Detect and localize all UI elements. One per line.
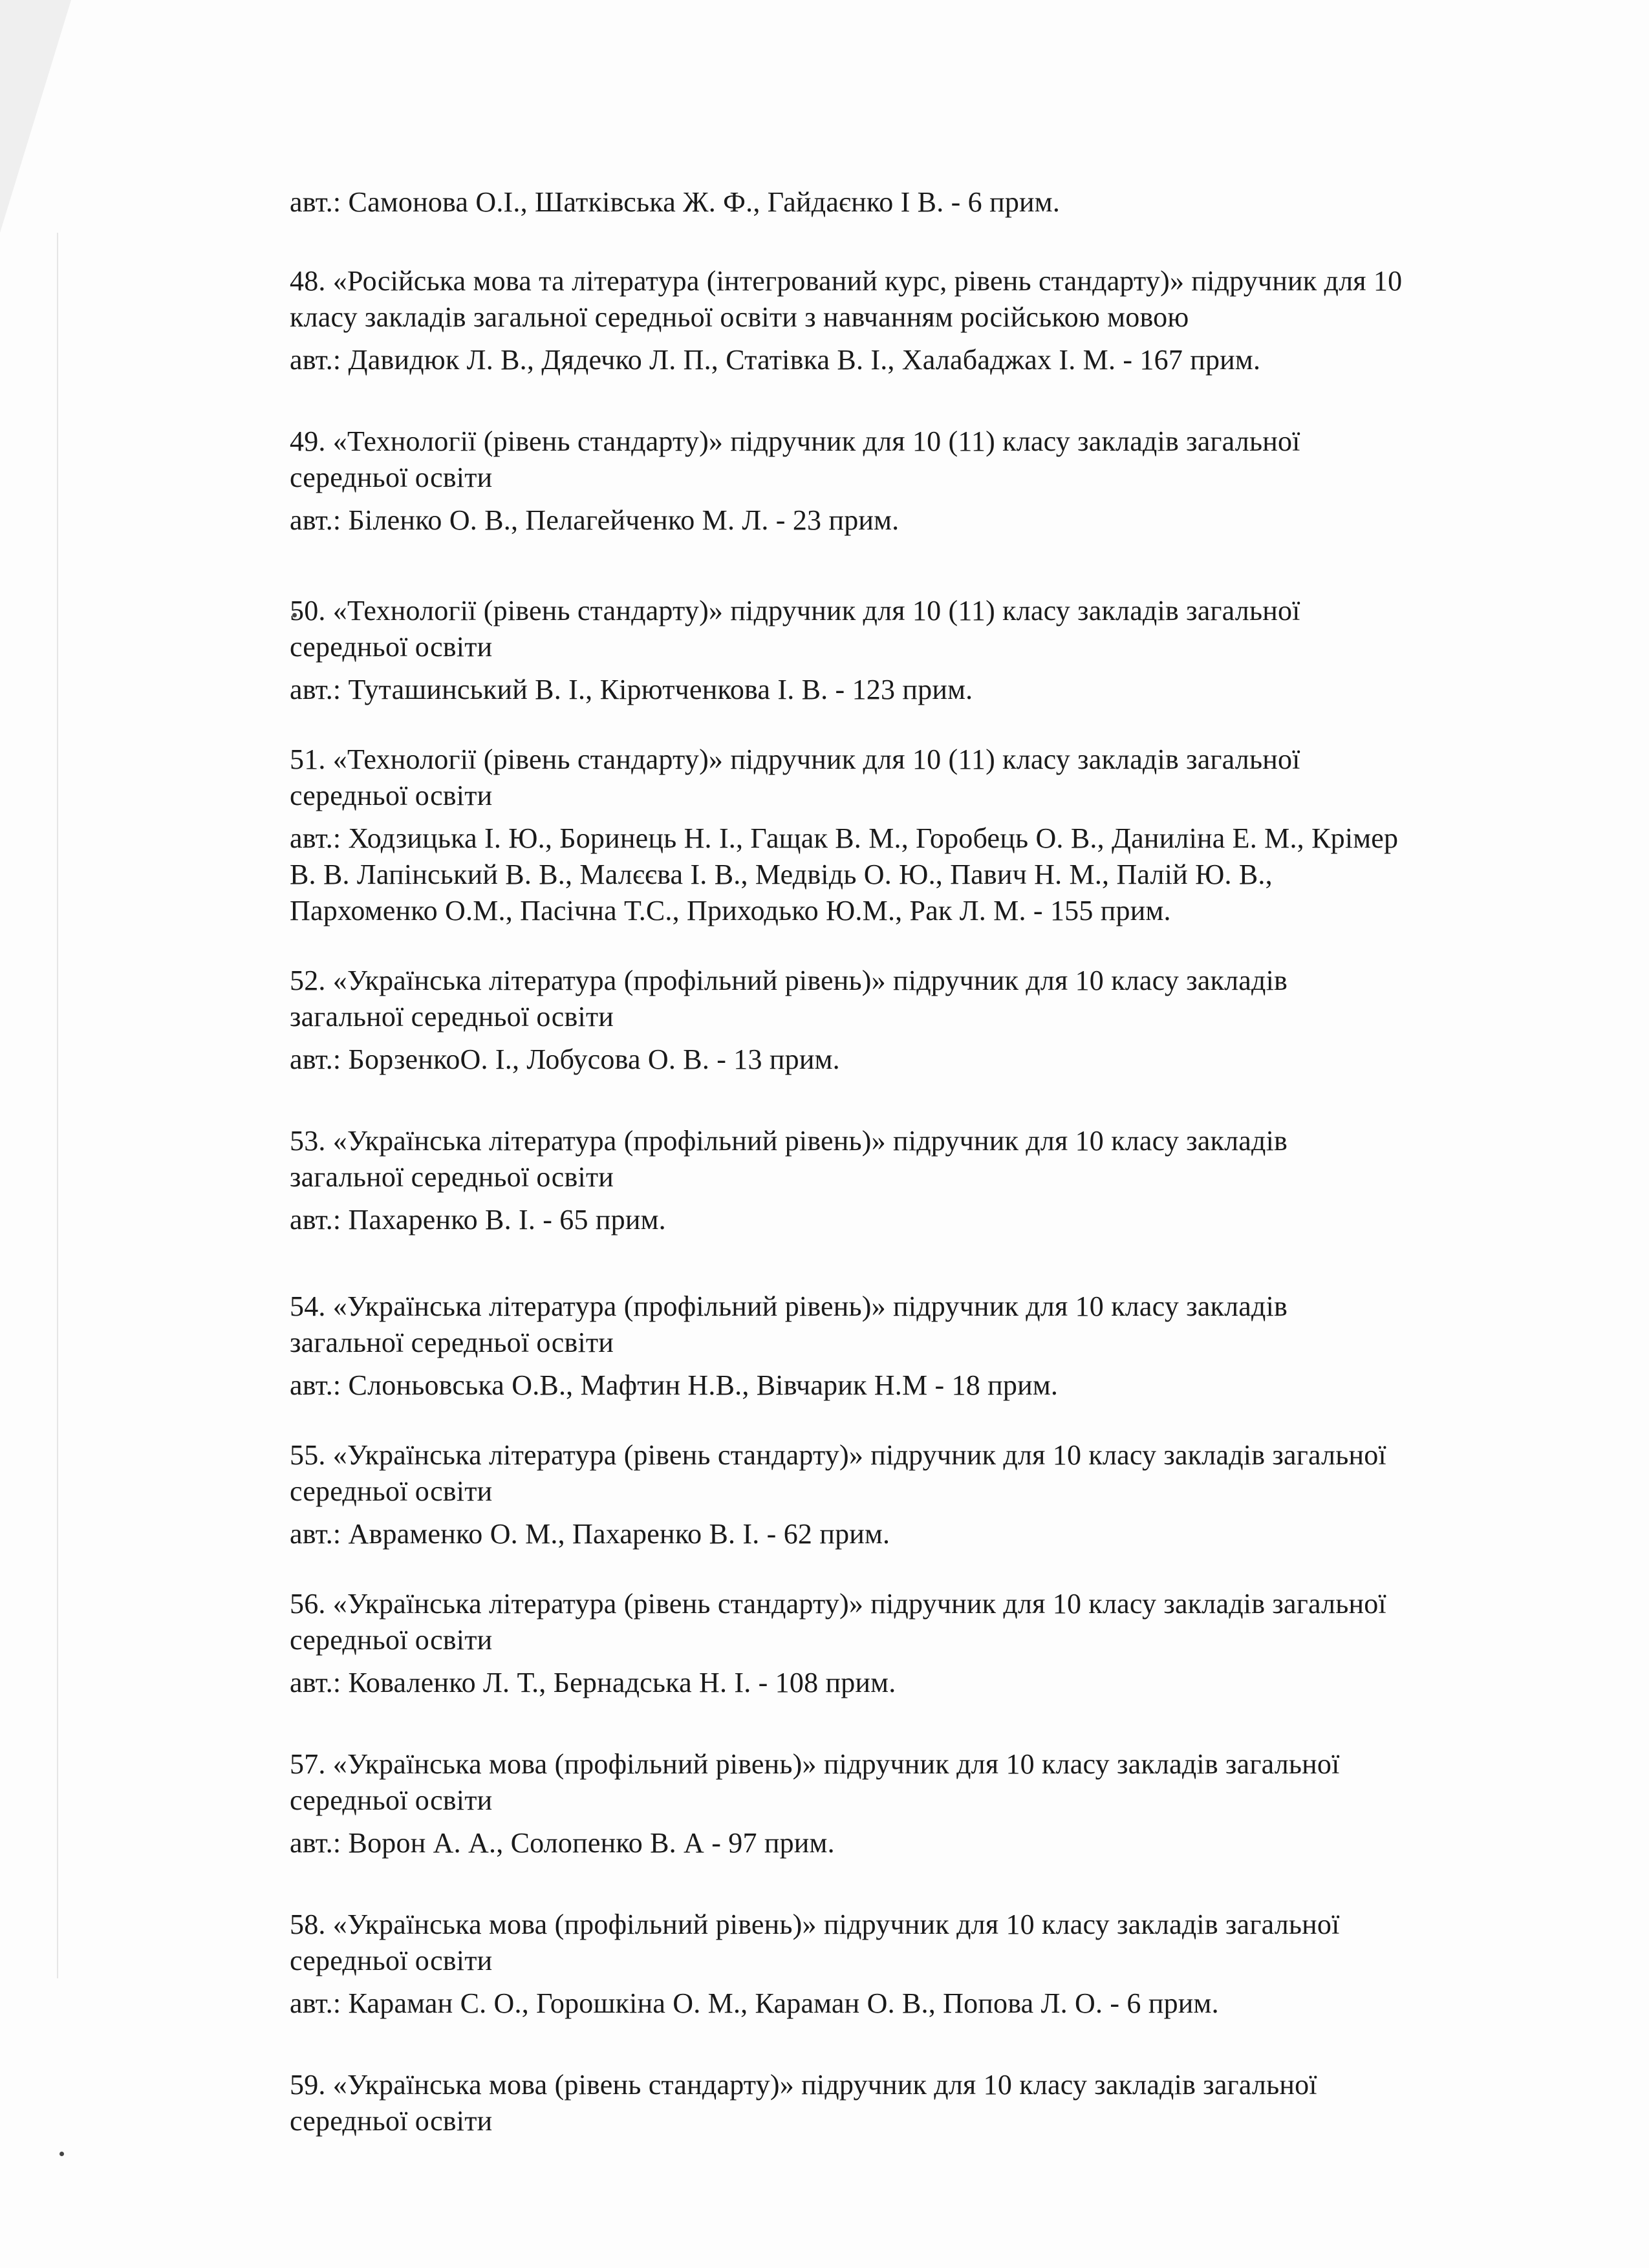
scan-speck — [59, 2152, 64, 2156]
entry-title-line: класу закладів загальної середньої освіти з навчанням російською мовою — [290, 301, 1189, 333]
list-item — [290, 1123, 1583, 1238]
continued-authors-line: авт.: Самонова О.І., Шатківська Ж. Ф., Гайдаєнко І В. - 6 прим. — [290, 186, 1061, 218]
entry-title-line: 52. «Українська література (профільний рівень)» підручник для 10 класу закладів — [290, 965, 1288, 996]
list-item — [290, 1289, 1583, 1404]
list-item — [290, 1586, 1583, 1701]
entry-title-line: середньої освіти — [290, 1784, 493, 1816]
list-item — [290, 1746, 1583, 1861]
entry-title-line: середньої освіти — [290, 1624, 493, 1656]
entry-authors: авт.: Давидюк Л. В., Дядечко Л. П., Статівка В. І., Халабаджах І. М. - 167 прим. — [290, 344, 1261, 376]
entry-title-line: 56. «Українська література (рівень стандарту)» підручник для 10 класу закладів загальної — [290, 1588, 1386, 1620]
list-item — [290, 2067, 1583, 2139]
entry-title-line: 51. «Технології (рівень стандарту)» підручник для 10 (11) класу закладів загальної — [290, 744, 1300, 775]
entry-title-line: 54. «Українська література (профільний рівень)» підручник для 10 класу закладів — [290, 1290, 1288, 1322]
list-item — [290, 263, 1583, 378]
list-item — [290, 593, 1583, 708]
entry-title-line: загальної середньої освіти — [290, 1161, 614, 1193]
entry-authors: авт.: Слоньовська О.В., Мафтин Н.В., Вівчарик Н.М - 18 прим. — [290, 1369, 1059, 1401]
list-item — [290, 1437, 1583, 1552]
entry-title-line: 59. «Українська мова (рівень стандарту)» підручник для 10 класу закладів загальної — [290, 2069, 1317, 2101]
entry-title-line: 49. «Технології (рівень стандарту)» підручник для 10 (11) класу закладів загальної — [290, 425, 1300, 457]
entry-title-line: середньої освіти — [290, 1945, 493, 1976]
list-item — [290, 963, 1583, 1078]
entry-title-line: загальної середньої освіти — [290, 1001, 614, 1032]
entry-authors: авт.: Караман С. О., Горошкіна О. М., Караман О. В., Попова Л. О. - 6 прим. — [290, 1987, 1219, 2019]
entry-authors: авт.: Коваленко Л. Т., Бернадська Н. І. - 108 прим. — [290, 1667, 896, 1698]
entry-title-line: середньої освіти — [290, 631, 493, 663]
list-item — [290, 742, 1583, 929]
entry-title-line: середньої освіти — [290, 462, 493, 493]
entry-title-line: середньої освіти — [290, 2105, 493, 2137]
entry-authors: авт.: Біленко О. В., Пелагейченко М. Л. - 23 прим. — [290, 504, 900, 536]
folded-corner — [0, 0, 71, 233]
entry-authors: В. В. Лапінський В. В., Малєєва І. В., Медвідь О. Ю., Павич Н. М., Палій Ю. В., — [290, 859, 1273, 890]
entry-authors: авт.: Авраменко О. М., Пахаренко В. І. - 62 прим. — [290, 1518, 890, 1550]
entry-authors: Пархоменко О.М., Пасічна Т.С., Приходько Ю.М., Рак Л. М. - 155 прим. — [290, 895, 1171, 926]
entry-title-line: 50. «Технології (рівень стандарту)» підручник для 10 (11) класу закладів загальної — [290, 595, 1300, 626]
list-item — [290, 1907, 1583, 2022]
entry-authors: авт.: Туташинський В. І., Кірютченкова І. В. - 123 прим. — [290, 674, 973, 705]
entry-authors: авт.: БорзенкоО. І., Лобусова О. В. - 13 прим. — [290, 1043, 840, 1075]
entry-authors: авт.: Ворон А. А., Солопенко В. А - 97 прим. — [290, 1827, 835, 1859]
page-edge-shadow — [57, 233, 58, 1978]
entry-title-line: 58. «Українська мова (профільний рівень)» підручник для 10 класу закладів загальної — [290, 1909, 1340, 1940]
entry-title-line: 57. «Українська мова (профільний рівень)» підручник для 10 класу закладів загальної — [290, 1748, 1340, 1780]
entry-title-line: 48. «Російська мова та література (інтегрований курс, рівень стандарту)» підручник для 10 — [290, 265, 1403, 297]
entry-authors: авт.: Ходзицька І. Ю., Боринець Н. І., Гащак В. М., Горобець О. В., Даниліна Е. М., Крімер — [290, 822, 1399, 854]
list-item — [290, 423, 1583, 539]
document-body — [290, 184, 1583, 2185]
entry-authors: авт.: Пахаренко В. І. - 65 прим. — [290, 1204, 666, 1236]
entry-title-line: середньої освіти — [290, 780, 493, 811]
entry-title-line: 53. «Українська література (профільний рівень)» підручник для 10 класу закладів — [290, 1125, 1288, 1157]
entry-title-line: середньої освіти — [290, 1475, 493, 1507]
entry-title-line: загальної середньої освіти — [290, 1327, 614, 1358]
entry-title-line: 55. «Українська література (рівень стандарту)» підручник для 10 класу закладів загальної — [290, 1439, 1386, 1471]
